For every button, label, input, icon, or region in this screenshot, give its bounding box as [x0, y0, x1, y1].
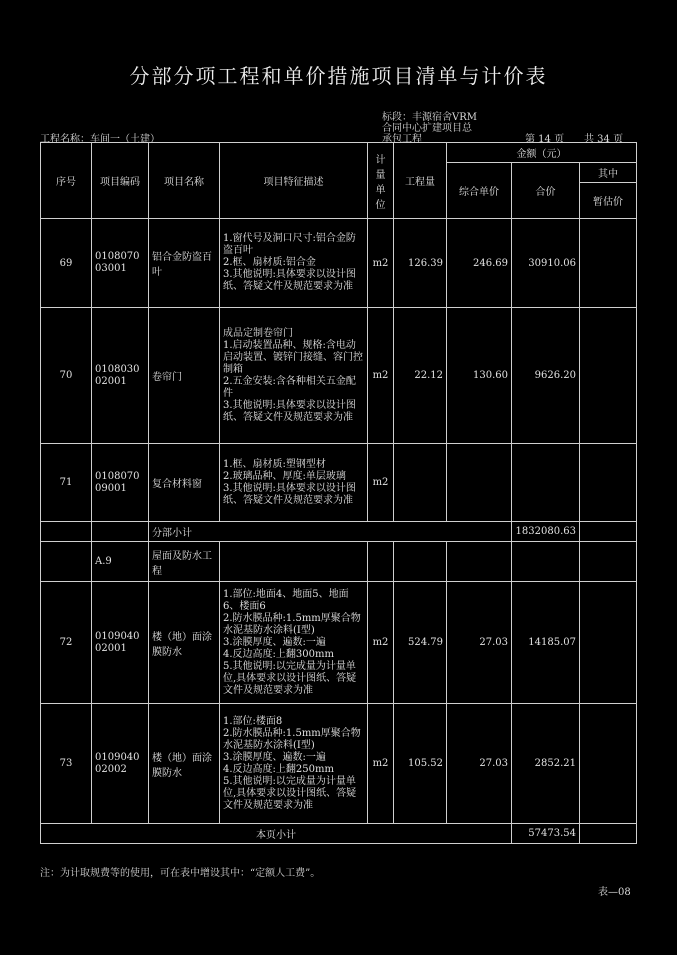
row-provisional [580, 582, 637, 704]
row-code: 010904002001 [92, 582, 149, 704]
table-row [41, 704, 637, 824]
row-feature: 1.窗代号及洞口尺寸:铝合金防盗百叶 2.框、扇材质:铝合金 3.其他说明:具体要求以设计图纸、答疑文件及规范要求为准 [220, 219, 368, 308]
row-unit: m2 [368, 308, 394, 444]
row-unit: m2 [368, 219, 394, 308]
row-provisional [580, 308, 637, 444]
row-price: 27.03 [447, 704, 512, 824]
row-code: 010807009001 [92, 444, 149, 522]
col-of-which: 其中 [580, 163, 637, 183]
row-total: 9626.20 [512, 308, 580, 444]
row-no: 73 [41, 704, 92, 824]
row-qty: 126.39 [394, 219, 447, 308]
project-name: 工程名称：车间一（土建） [40, 134, 160, 145]
row-name: 卷帘门 [149, 308, 220, 444]
section-row [41, 542, 637, 582]
col-unit: 计量单位 [368, 143, 394, 219]
row-no: 70 [41, 308, 92, 444]
row-no: 71 [41, 444, 92, 522]
page-subtotal-label: 本页小计 [41, 824, 512, 844]
row-no: 69 [41, 219, 92, 308]
row-name: 楼（地）面涂膜防水 [149, 582, 220, 704]
col-total: 合价 [512, 163, 580, 219]
row-feature: 1.部位:地面4、地面5、地面6、楼面6 2.防水膜品种:1.5mm厚聚合物水泥基防水涂料(I型) 3.涂膜厚度、遍数:一遍 4.反边高度:上翻300mm 5.其他说明:以完成量为计量单位,具体要求以设计图纸、答疑文件及规范要求为准 [220, 582, 368, 704]
table-row [41, 444, 637, 522]
section-label-line3: 承包工程 [382, 134, 422, 145]
row-total: 14185.07 [512, 582, 580, 704]
page-subtotal-row [41, 824, 637, 844]
row-code: 010807003001 [92, 219, 149, 308]
section-no: A.9 [92, 542, 149, 582]
row-provisional [580, 444, 637, 522]
row-feature: 1.框、扇材质:塑钢型材 2.玻璃品种、厚度:单层玻璃 3.其他说明:具体要求以设计图纸、答疑文件及规范要求为准 [220, 444, 368, 522]
col-no: 序号 [41, 143, 92, 219]
page-title: 分部分项工程和单价措施项目清单与计价表 [129, 64, 548, 88]
row-total [512, 444, 580, 522]
row-total: 30910.06 [512, 219, 580, 308]
row-qty: 105.52 [394, 704, 447, 824]
row-total: 2852.21 [512, 704, 580, 824]
pricing-table [40, 142, 637, 844]
table-row [41, 308, 637, 444]
subtotal-label: 分部小计 [149, 522, 512, 542]
row-name: 楼（地）面涂膜防水 [149, 704, 220, 824]
page-subtotal-value: 57473.54 [512, 824, 580, 844]
row-unit: m2 [368, 444, 394, 522]
row-price [447, 444, 512, 522]
table-row [41, 582, 637, 704]
row-code: 010904002002 [92, 704, 149, 824]
subtotal-value: 1832080.63 [512, 522, 580, 542]
form-number: 表—08 [598, 887, 631, 898]
row-price: 130.60 [447, 308, 512, 444]
col-name: 项目名称 [149, 143, 220, 219]
row-price: 27.03 [447, 582, 512, 704]
row-qty: 22.12 [394, 308, 447, 444]
table-row [41, 219, 637, 308]
col-code: 项目编码 [92, 143, 149, 219]
row-feature: 1.部位:楼面8 2.防水膜品种:1.5mm厚聚合物水泥基防水涂料(I型) 3.涂膜厚度、遍数:一遍 4.反边高度:上翻250mm 5.其他说明:以完成量为计量单位,具体要求以设计图纸、答疑文件及规范要求为准 [220, 704, 368, 824]
section-name: 屋面及防水工程 [149, 542, 220, 582]
row-qty: 524.79 [394, 582, 447, 704]
row-provisional [580, 219, 637, 308]
row-name: 铝合金防盗百叶 [149, 219, 220, 308]
section-label-line1: 标段：丰源宿舍VRM [382, 112, 477, 123]
page-number: 第 14 页 [525, 134, 565, 145]
footer-note: 注：为计取规费等的使用，可在表中增设其中：“定额人工费”。 [40, 868, 321, 879]
col-amount: 金额（元） [447, 143, 637, 163]
row-code: 010803002001 [92, 308, 149, 444]
row-provisional [580, 704, 637, 824]
col-qty: 工程量 [394, 143, 447, 219]
col-unit-price: 综合单价 [447, 163, 512, 219]
row-feature: 成品定制卷帘门 1.启动装置品种、规格:含电动启动装置、镀锌门接缝、容门控制箱 2.五金安装:含各种相关五金配件 3.其他说明:具体要求以设计图纸、答疑文件及规范要求为准 [220, 308, 368, 444]
section-label-line2: 合同中心扩建项目总 [382, 123, 472, 134]
page-total: 共 34 页 [584, 134, 624, 145]
row-unit: m2 [368, 704, 394, 824]
col-feature: 项目特征描述 [220, 143, 368, 219]
row-price: 246.69 [447, 219, 512, 308]
row-qty [394, 444, 447, 522]
row-no: 72 [41, 582, 92, 704]
row-unit: m2 [368, 582, 394, 704]
col-provisional: 暂估价 [580, 183, 637, 219]
row-name: 复合材料窗 [149, 444, 220, 522]
subtotal-row [41, 522, 637, 542]
